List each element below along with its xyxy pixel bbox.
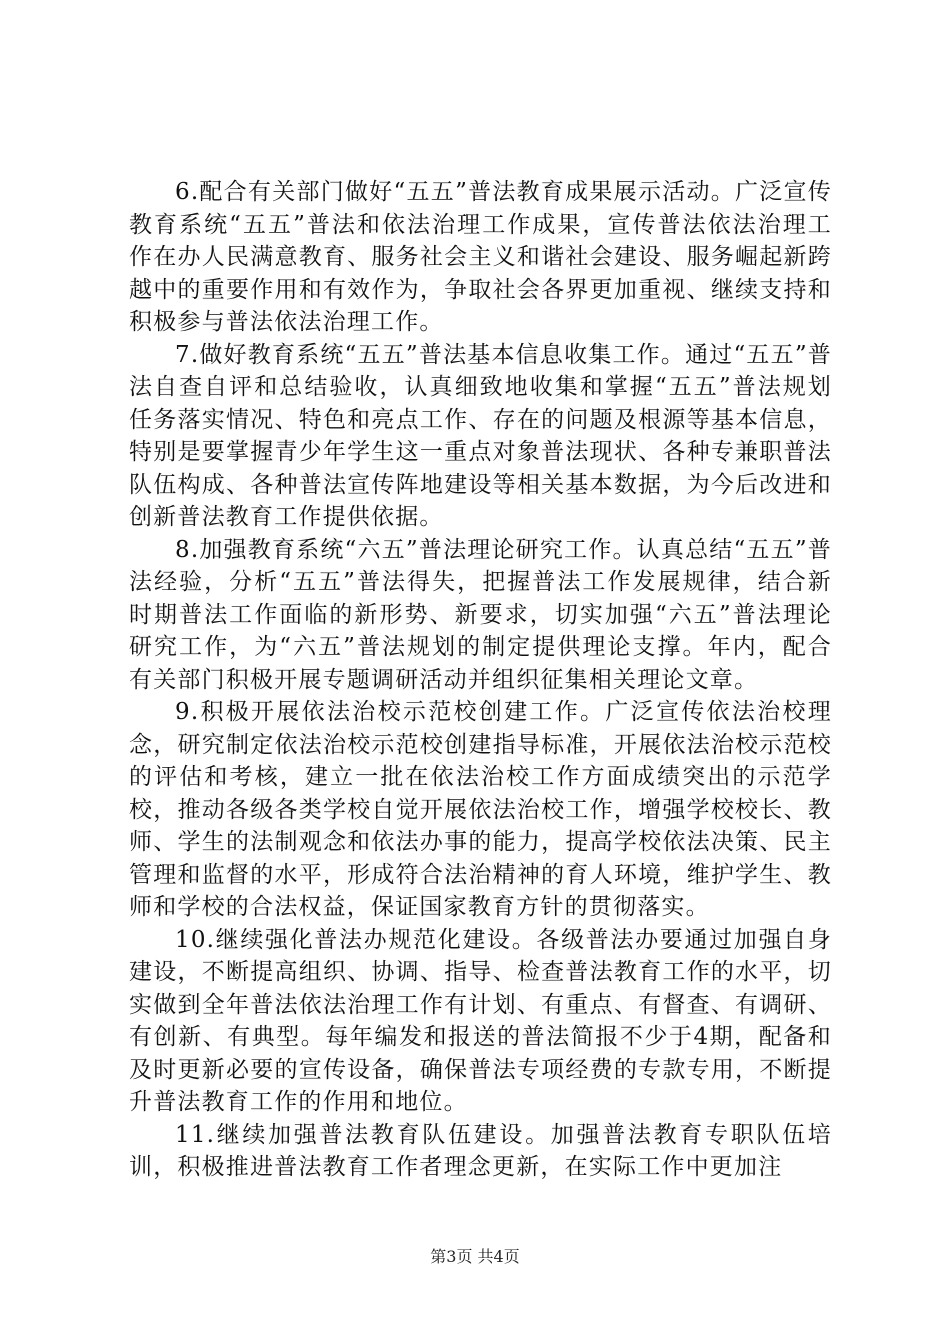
page-number-footer: 第3页 共4页 xyxy=(430,1247,520,1266)
paragraph-item-6: 6.配合有关部门做好“五五”普法教育成果展示活动。广泛宣传教育系统“五五”普法和依法治理工作成果，宣传普法依法治理工作在办人民满意教育、服务社会主义和谐社会建设、服务崛起新跨越中的重要作用和有效作为，争取社会各界更加重视、继续支持和积极参与普法依法治理工作。 xyxy=(129,179,832,335)
paragraph-item-9: 9.积极开展依法治校示范校创建工作。广泛宣传依法治校理念，研究制定依法治校示范校创建指导标准，开展依法治校示范校的评估和考核，建立一批在依法治校工作方面成绩突出的示范学校，推动各级各类学校自觉开展依法治校工作，增强学校校长、教师、学生的法制观念和依法办事的能力，提高学校依法决策、民主管理和监督的水平，形成符合法治精神的育人环境，维护学生、教师和学校的合法权益，保证国家教育方针的贯彻落实。 xyxy=(129,699,832,920)
paragraph-item-8: 8.加强教育系统“六五”普法理论研究工作。认真总结“五五”普法经验，分析“五五”普法得失，把握普法工作发展规律，结合新时期普法工作面临的新形势、新要求，切实加强“六五”普法理论研究工作，为“六五”普法规划的制定提供理论支撑。年内，配合有关部门积极开展专题调研活动并组织征集相关理论文章。 xyxy=(129,536,832,693)
paragraph-item-11: 11.继续加强普法教育队伍建设。加强普法教育专职队伍培训，积极推进普法教育工作者理念更新，在实际工作中更加注 xyxy=(129,1121,832,1180)
paragraph-item-7: 7.做好教育系统“五五”普法基本信息收集工作。通过“五五”普法自查自评和总结验收，认真细致地收集和掌握“五五”普法规划任务落实情况、特色和亮点工作、存在的问题及根源等基本信息，特别是要掌握青少年学生这一重点对象普法现状、各种专兼职普法队伍构成、各种普法宣传阵地建设等相关基本数据，为今后改进和创新普法教育工作提供依据。 xyxy=(129,341,832,530)
document-body xyxy=(129,176,832,1184)
paragraph-item-10: 10.继续强化普法办规范化建设。各级普法办要通过加强自身建设，不断提高组织、协调、指导、检查普法教育工作的水平，切实做到全年普法依法治理工作有计划、有重点、有督查、有调研、有创新、有典型。每年编发和报送的普法简报不少于4期，配备和及时更新必要的宣传设备，确保普法专项经费的专款专用，不断提升普法教育工作的作用和地位。 xyxy=(129,926,832,1115)
